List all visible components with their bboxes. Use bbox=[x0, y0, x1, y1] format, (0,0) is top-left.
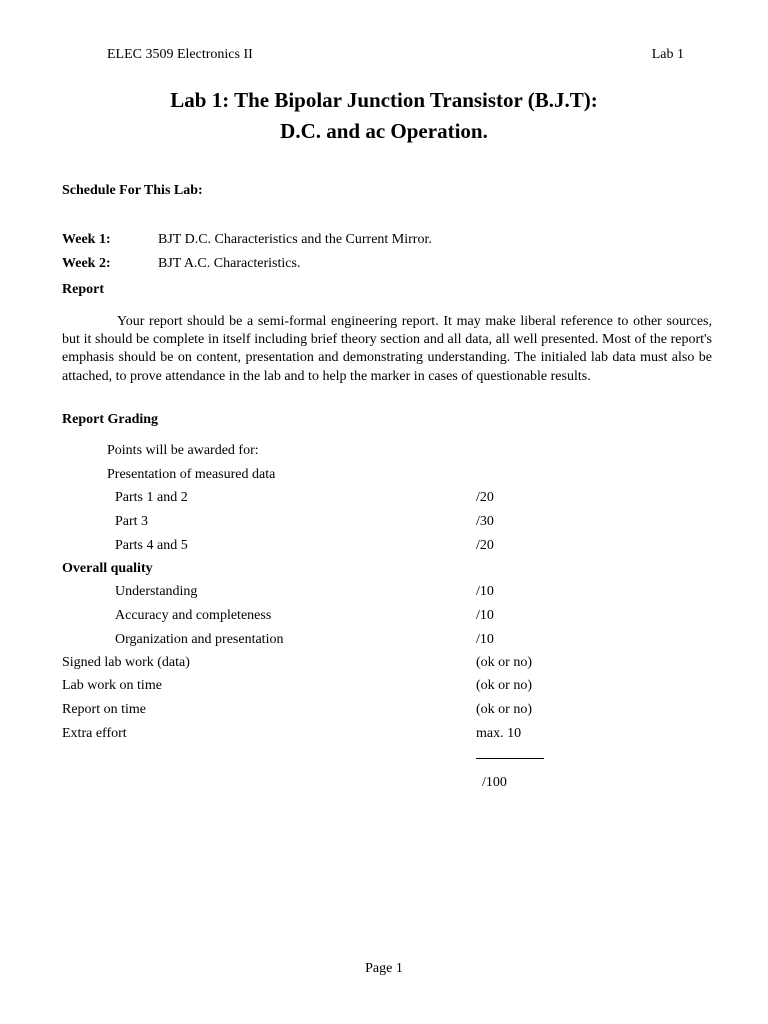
grading-item-points: /20 bbox=[476, 490, 494, 505]
grading-intro: Points will be awarded for: bbox=[107, 443, 259, 458]
schedule-heading: Schedule For This Lab: bbox=[62, 183, 203, 198]
grading-item-label: Part 3 bbox=[115, 514, 149, 529]
grading-item-label: Signed lab work (data) bbox=[62, 655, 190, 670]
title-line-2: D.C. and ac Operation. bbox=[280, 119, 488, 143]
title-line-1: Lab 1: The Bipolar Junction Transistor (B.J.T): bbox=[170, 88, 598, 112]
grading-item-points: /10 bbox=[476, 632, 494, 647]
grading-item-points: (ok or no) bbox=[476, 702, 532, 717]
grading-item-points: /10 bbox=[476, 608, 494, 623]
grading-item-label: Understanding bbox=[115, 584, 198, 599]
grading-item-label: Lab work on time bbox=[62, 678, 162, 693]
grading-item-points: /10 bbox=[476, 584, 494, 599]
grading-item-label: Accuracy and completeness bbox=[115, 608, 272, 623]
report-paragraph bbox=[62, 313, 712, 386]
course-name: ELEC 3509 Electronics II bbox=[107, 47, 253, 62]
week-2-label: Week 2: bbox=[62, 256, 111, 271]
report-heading: Report bbox=[62, 282, 104, 297]
grading-item-points: max. 10 bbox=[476, 726, 522, 741]
presentation-label: Presentation of measured data bbox=[107, 467, 276, 482]
grading-item-points: (ok or no) bbox=[476, 678, 532, 693]
grading-item-points: /30 bbox=[476, 514, 494, 529]
grading-item-label: Extra effort bbox=[62, 726, 127, 741]
week-2-text: BJT A.C. Characteristics. bbox=[158, 256, 301, 271]
grading-item-points: (ok or no) bbox=[476, 655, 532, 670]
week-1-label: Week 1: bbox=[62, 232, 111, 247]
quality-label: Overall quality bbox=[62, 561, 153, 576]
grading-item-label: Parts 4 and 5 bbox=[115, 538, 188, 553]
grading-total: /100 bbox=[482, 775, 507, 790]
page-number: Page 1 bbox=[365, 961, 403, 976]
lab-number: Lab 1 bbox=[651, 47, 684, 62]
report-paragraph-text: Your report should be a semi-formal engineering report. It may make liberal reference to other sources, but it should be complete in itself including brief theory section and all data, all well presented. Most of the report's emphasis should be on content, presentation and demonstrating understanding. The initialed lab data must also be attached, to prove attendance in the lab and to help the marker in cases of questionable results. bbox=[62, 314, 712, 384]
grading-item-points: /20 bbox=[476, 538, 494, 553]
grading-item-label: Parts 1 and 2 bbox=[115, 490, 188, 505]
grading-item-label: Report on time bbox=[62, 702, 146, 717]
grading-item-label: Organization and presentation bbox=[115, 632, 284, 647]
total-rule bbox=[476, 758, 544, 759]
grading-heading: Report Grading bbox=[62, 412, 159, 427]
week-1-text: BJT D.C. Characteristics and the Current Mirror. bbox=[158, 232, 432, 247]
